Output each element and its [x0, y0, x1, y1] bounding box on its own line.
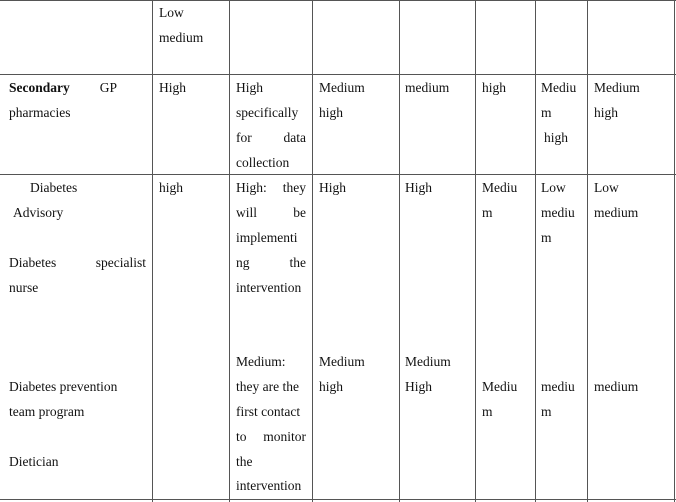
secondary-col7-l1: Mediu — [541, 80, 577, 95]
top-col2-line2: medium — [159, 30, 204, 45]
v-line — [229, 0, 230, 502]
prevention-col7-l1: mediu — [541, 379, 575, 394]
secondary-col3-l2: specifically — [236, 105, 299, 120]
diabetes-col4: High — [319, 180, 346, 195]
word: the — [289, 255, 306, 270]
word: to — [236, 429, 247, 444]
prevention-col6-l2: m — [482, 404, 493, 419]
secondary-col8-l2: high — [594, 105, 619, 120]
secondary-col2: High — [159, 80, 186, 95]
word: ng — [236, 255, 250, 270]
prevention-col5-l2: High — [405, 379, 432, 394]
prevention-label-l1: Diabetes prevention — [9, 379, 118, 394]
secondary-col8-l1: Medium — [594, 80, 640, 95]
v-line — [674, 0, 675, 502]
diabetes-col3-l1 — [236, 175, 306, 200]
prevention-col3-l1: Medium: — [236, 354, 286, 369]
secondary-col7-l2: m — [541, 105, 552, 120]
word: monitor — [263, 429, 306, 444]
secondary-col4-l1: Medium — [319, 80, 365, 95]
prevention-label-l2: team program — [9, 404, 85, 419]
prevention-col4-l2: high — [319, 379, 344, 394]
word: specialist — [95, 255, 146, 270]
diabetes-col7-l3: m — [541, 230, 552, 245]
v-line — [587, 0, 588, 502]
v-line — [535, 0, 536, 502]
secondary-col3-l1: High — [236, 80, 263, 95]
nurse-label: nurse — [9, 280, 39, 295]
word: data — [283, 130, 306, 145]
secondary-gp-label — [9, 75, 117, 100]
diabetes-specialist-label — [9, 250, 146, 275]
diabetes-label: Diabetes — [30, 180, 78, 195]
v-line — [152, 0, 153, 502]
diabetes-col2: high — [159, 180, 184, 195]
diabetes-col3-l4 — [236, 250, 306, 275]
diabetes-col3-l3: implementi — [236, 230, 298, 245]
prevention-col3-l3: first contact — [236, 404, 301, 419]
secondary-col6: high — [482, 80, 507, 95]
diabetes-col3-l2 — [236, 200, 306, 225]
secondary-col7-l3: high — [544, 130, 569, 145]
pharmacies-label: pharmacies — [9, 105, 71, 120]
word: they — [282, 180, 306, 195]
secondary-col3-l4: collection — [236, 155, 290, 170]
top-col2-line1: Low — [159, 5, 184, 20]
prevention-col3-l4 — [236, 424, 306, 449]
dietician-label: Dietician — [9, 454, 59, 469]
v-line — [475, 0, 476, 502]
secondary-bold: Secondary — [9, 80, 70, 95]
diabetes-col8-l1: Low — [594, 180, 619, 195]
word: be — [293, 205, 306, 220]
word: will — [236, 205, 258, 220]
gp-text: GP — [99, 80, 117, 95]
word: High: — [236, 180, 267, 195]
prevention-col3-l6: intervention — [236, 478, 302, 493]
prevention-col8: medium — [594, 379, 639, 394]
advisory-label: Advisory — [13, 205, 64, 220]
prevention-col7-l2: m — [541, 404, 552, 419]
diabetes-col8-l2: medium — [594, 205, 639, 220]
secondary-col3-l3 — [236, 125, 306, 150]
secondary-col5: medium — [405, 80, 450, 95]
diabetes-col5: High — [405, 180, 432, 195]
v-line — [312, 0, 313, 502]
prevention-col3-l5: the — [236, 454, 253, 469]
prevention-col5-l1: Medium — [405, 354, 451, 369]
diabetes-col6-l2: m — [482, 205, 493, 220]
prevention-col3-l2: they are the — [236, 379, 299, 394]
word: Diabetes — [9, 255, 57, 270]
secondary-col4-l2: high — [319, 105, 344, 120]
diabetes-col7-l2: mediu — [541, 205, 575, 220]
diabetes-col6-l1: Mediu — [482, 180, 518, 195]
prevention-col6-l1: Mediu — [482, 379, 518, 394]
diabetes-col7-l1: Low — [541, 180, 566, 195]
diabetes-col3-l5: intervention — [236, 280, 302, 295]
h-line — [0, 0, 676, 1]
h-line — [0, 499, 676, 500]
v-line — [399, 0, 400, 502]
word: for — [236, 130, 252, 145]
prevention-col4-l1: Medium — [319, 354, 365, 369]
